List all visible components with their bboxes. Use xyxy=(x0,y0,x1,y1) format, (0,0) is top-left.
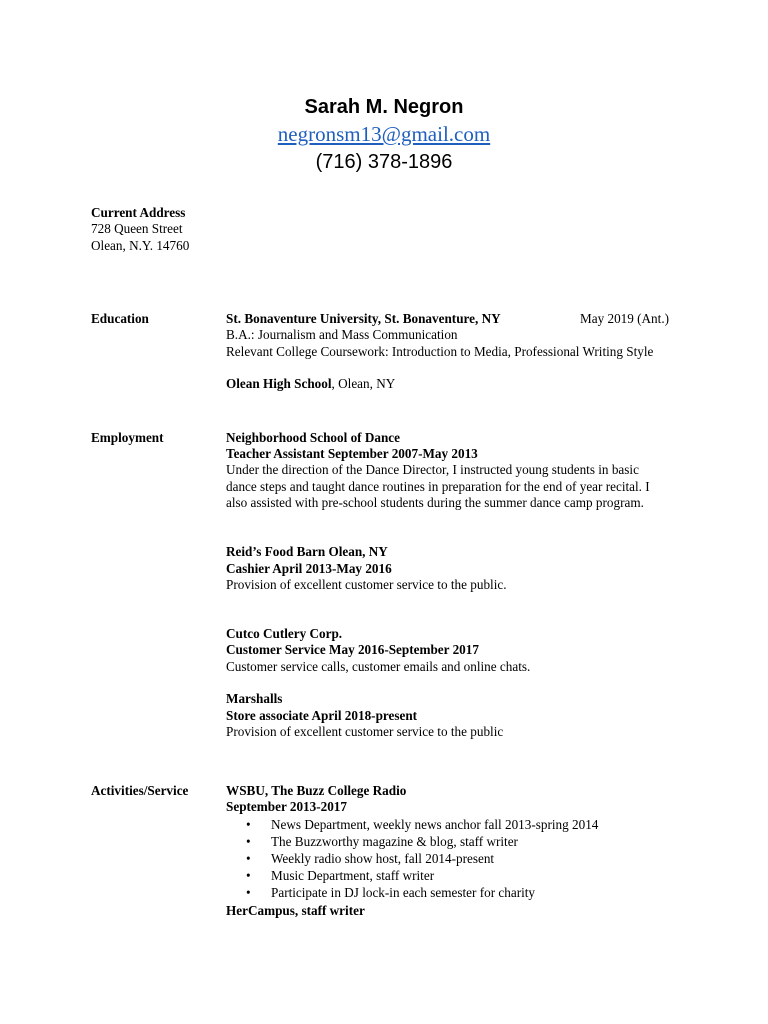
address-heading: Current Address xyxy=(91,205,186,220)
job-employer: Reid’s Food Barn Olean, NY xyxy=(226,544,388,559)
list-item-text: Participate in DJ lock-in each semester for charity xyxy=(271,885,536,900)
degree: B.A.: Journalism and Mass Communication xyxy=(226,327,458,342)
address-city: Olean, N.Y. 14760 xyxy=(91,238,190,253)
bullet-icon: • xyxy=(246,885,251,900)
activity-bullet-list xyxy=(226,817,598,902)
email-line xyxy=(0,121,768,147)
job-employer: Marshalls xyxy=(226,691,283,706)
list-item-text: The Buzzworthy magazine & blog, staff writer xyxy=(271,834,518,849)
activity-dates: September 2013-2017 xyxy=(226,799,347,814)
phone-number: (716) 378-1896 xyxy=(315,151,453,173)
employment-heading: Employment xyxy=(91,430,164,445)
job-title: Cashier April 2013-May 2016 xyxy=(226,561,392,576)
bullet-icon: • xyxy=(246,868,251,883)
job-description-line: also assisted with pre-school students during the summer dance camp program. xyxy=(226,495,644,510)
activity-other: HerCampus, staff writer xyxy=(226,903,365,918)
list-item xyxy=(226,834,598,851)
coursework: Relevant College Coursework: Introduction to Media, Professional Writing Style xyxy=(226,344,654,359)
job-title: Store associate April 2018-present xyxy=(226,708,418,723)
activity-org: WSBU, The Buzz College Radio xyxy=(226,783,407,798)
bullet-icon: • xyxy=(246,851,251,866)
resume-name: Sarah M. Negron xyxy=(304,96,464,118)
bullet-icon: • xyxy=(246,834,251,849)
activities-heading: Activities/Service xyxy=(91,783,189,798)
list-item xyxy=(226,885,598,902)
job-description-line: dance steps and taught dance routines in preparation for the end of year recital. I xyxy=(226,479,650,494)
education-heading: Education xyxy=(91,311,149,326)
list-item xyxy=(226,817,598,834)
high-school-location: , Olean, NY xyxy=(331,376,396,391)
high-school-name: Olean High School xyxy=(226,376,332,391)
job-title: Customer Service May 2016-September 2017 xyxy=(226,642,479,657)
list-item-text: Weekly radio show host, fall 2014-present xyxy=(271,851,495,866)
job-description-line: Provision of excellent customer service to the public. xyxy=(226,577,507,592)
job-description-line: Under the direction of the Dance Director, I instructed young students in basic xyxy=(226,462,639,477)
bullet-icon: • xyxy=(246,817,251,832)
job-title: Teacher Assistant September 2007-May 2013 xyxy=(226,446,478,461)
graduation-date: May 2019 (Ant.) xyxy=(580,311,670,326)
list-item-text: Music Department, staff writer xyxy=(271,868,435,883)
email-link[interactable]: negronsm13@gmail.com xyxy=(277,122,491,146)
list-item xyxy=(226,868,598,885)
list-item xyxy=(226,851,598,868)
job-description-line: Customer service calls, customer emails and online chats. xyxy=(226,659,531,674)
job-employer: Neighborhood School of Dance xyxy=(226,430,401,445)
address-street: 728 Queen Street xyxy=(91,221,183,236)
list-item-text: News Department, weekly news anchor fall 2013-spring 2014 xyxy=(271,817,599,832)
university-name: St. Bonaventure University, St. Bonaventure, NY xyxy=(226,311,501,326)
job-employer: Cutco Cutlery Corp. xyxy=(226,626,343,641)
high-school xyxy=(226,376,395,392)
job-description-line: Provision of excellent customer service to the public xyxy=(226,724,504,739)
